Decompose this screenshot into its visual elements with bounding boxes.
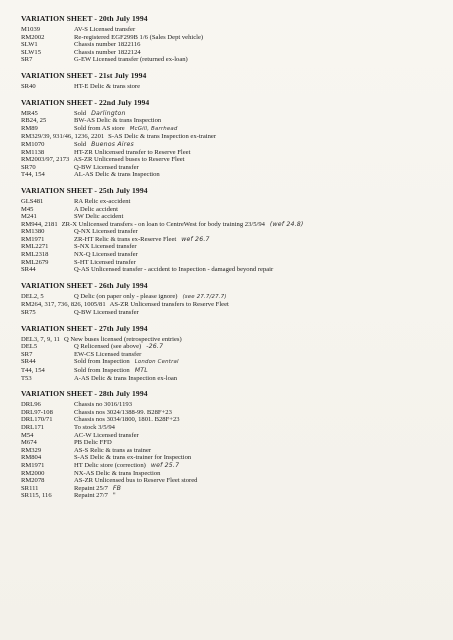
entry-row bbox=[21, 424, 443, 432]
vehicle-code: SR115, 116 bbox=[21, 492, 52, 500]
entry-row bbox=[21, 125, 443, 134]
entry-row bbox=[21, 236, 443, 244]
vehicle-code: SR44 bbox=[21, 358, 36, 366]
vehicle-code: RM1380 bbox=[21, 228, 45, 236]
entry-description: HT-E Delic & trans store bbox=[74, 82, 141, 90]
entry-description: Q New buses licensed (retrospective entries) bbox=[63, 335, 182, 343]
entry-row bbox=[21, 228, 443, 236]
entry-list bbox=[21, 401, 443, 500]
vehicle-code: RM2002 bbox=[21, 33, 45, 41]
entry-description: Sold from AS store bbox=[74, 124, 125, 132]
entry-description: Chassis number 1822124 bbox=[74, 48, 141, 56]
entry-row bbox=[21, 447, 443, 455]
entry-description: Chassis no 3016/1193 bbox=[74, 401, 133, 409]
entry-row bbox=[21, 26, 443, 34]
entry-description: AS-ZR Unlicensed transfers to Reserve Fleet bbox=[109, 301, 229, 309]
vehicle-code: T44, 154 bbox=[21, 171, 45, 179]
vehicle-code: SR7 bbox=[21, 350, 33, 358]
section-title: VARIATION SHEET - 22nd July 1994 bbox=[21, 97, 150, 107]
entry-row bbox=[21, 439, 443, 447]
entry-row bbox=[21, 117, 443, 125]
entry-description: AS-S Relic & trans as trainer bbox=[74, 446, 152, 454]
section-title: VARIATION SHEET - 27th July 1994 bbox=[21, 323, 148, 333]
entry-row bbox=[21, 351, 443, 359]
entry-description: To stock 3/5/94 bbox=[74, 423, 115, 431]
vehicle-code: M674 bbox=[21, 439, 37, 447]
vehicle-code: GLS481 bbox=[21, 197, 44, 205]
entry-row bbox=[21, 367, 443, 375]
entry-description: Chassis number 1822116 bbox=[74, 41, 141, 49]
vehicle-code: M54 bbox=[21, 431, 34, 439]
entry-description: Sold bbox=[74, 140, 87, 148]
vehicle-code: RM329 bbox=[21, 446, 42, 454]
vehicle-code: M45 bbox=[21, 205, 34, 213]
entry-description: S-NX Licensed transfer bbox=[74, 243, 137, 251]
vehicle-code: RM1971 bbox=[21, 235, 45, 243]
vehicle-code: SR75 bbox=[21, 309, 36, 317]
variation-sheet-section bbox=[21, 98, 443, 179]
variation-sheet-section bbox=[21, 324, 443, 383]
vehicle-code: DRL170/71 bbox=[21, 416, 53, 424]
entry-row bbox=[21, 206, 443, 214]
handwritten-note: (see 27.7/27.7) bbox=[182, 293, 227, 300]
entry-description: Q-BW Licensed transfer bbox=[74, 309, 139, 317]
entry-description: Q-BW Licensed transfer bbox=[74, 163, 139, 171]
entry-description: RA Relic ex-accident bbox=[74, 197, 131, 205]
vehicle-code: DEL3, 7, 9, 11 bbox=[21, 335, 60, 343]
vehicle-code: SR7 bbox=[21, 56, 33, 64]
entry-description: AV-S Licensed transfer bbox=[74, 26, 136, 33]
entry-description: Q-AS Unlicensed transfer - accident to Inspection - damaged beyond repair bbox=[74, 266, 274, 274]
entry-description: NX-Q Licensed transfer bbox=[74, 251, 138, 259]
vehicle-code: DEL5 bbox=[21, 343, 38, 351]
entry-row bbox=[21, 149, 443, 157]
vehicle-code: RM2000 bbox=[21, 469, 45, 477]
entry-description: HT-ZR Unlicensed transfer to Reserve Fleet bbox=[74, 148, 191, 156]
entry-description: AS-ZR Unlicensed buses to Reserve Fleet bbox=[73, 156, 185, 164]
entry-row bbox=[21, 56, 443, 64]
entry-list bbox=[21, 26, 443, 64]
entry-description: AS-ZR Unlicensed bus to Reserve Fleet stored bbox=[74, 477, 198, 485]
variation-sheet-section bbox=[21, 186, 443, 274]
entry-row bbox=[21, 41, 443, 49]
vehicle-code: RM944, 2181 bbox=[21, 220, 58, 228]
vehicle-code: RM1138 bbox=[21, 148, 45, 156]
section-title: VARIATION SHEET - 20th July 1994 bbox=[21, 14, 148, 23]
vehicle-code: RML2679 bbox=[21, 258, 49, 266]
vehicle-code: M1039 bbox=[21, 26, 41, 33]
vehicle-code: RML2271 bbox=[21, 243, 49, 251]
vehicle-code: SLW15 bbox=[21, 48, 42, 56]
entry-list bbox=[21, 336, 443, 383]
entry-row bbox=[21, 133, 443, 141]
entry-description: Repaint 25/7 bbox=[74, 484, 108, 492]
entry-row bbox=[21, 485, 443, 493]
vehicle-code: RML2318 bbox=[21, 251, 49, 259]
entry-description: A-AS Delic & trans Inspection ex-loan bbox=[74, 374, 178, 382]
entry-description: Re-registered EGF299B 1/6 (Sales Dept vehicle) bbox=[74, 33, 204, 41]
variation-sheet-section bbox=[21, 281, 443, 317]
handwritten-note: Darlington bbox=[91, 109, 126, 117]
entry-row bbox=[21, 221, 443, 229]
entry-row bbox=[21, 301, 443, 309]
entry-row bbox=[21, 198, 443, 206]
entry-description: Sold bbox=[74, 109, 87, 117]
vehicle-code: DRL96 bbox=[21, 401, 41, 409]
variation-sheet-section bbox=[21, 14, 443, 64]
entry-row bbox=[21, 141, 443, 149]
entry-row bbox=[21, 358, 443, 367]
entry-description: ZR-X Unlicensed transfers - on loan to CentreWest for body training 23/5/94 bbox=[61, 220, 265, 228]
entry-description: BW-AS Delic & trans Inspection bbox=[74, 117, 162, 125]
entry-row bbox=[21, 492, 443, 500]
vehicle-code: RM89 bbox=[21, 124, 38, 132]
entry-row bbox=[21, 454, 443, 462]
entry-row bbox=[21, 213, 443, 221]
vehicle-code: RM264, 317, 736, 826, 1005/81 bbox=[21, 301, 106, 309]
handwritten-note: London Central bbox=[134, 359, 179, 366]
entry-description: Q-NX Licensed transfer bbox=[74, 228, 138, 236]
entry-row bbox=[21, 477, 443, 485]
entry-row bbox=[21, 164, 443, 172]
handwritten-note: -26.7 bbox=[146, 343, 164, 351]
vehicle-code: SR44 bbox=[21, 266, 36, 274]
entry-description: AL-AS Delic & trans Inspection bbox=[74, 171, 160, 179]
entry-description: Chassis nos 3024/1388-99. B28F+23 bbox=[74, 408, 172, 416]
entry-description: Chassis nos 3034/1800, 1801. B28F+23 bbox=[74, 416, 180, 424]
variation-sheet-section bbox=[21, 71, 443, 91]
handwritten-note: Buenos Aires bbox=[91, 140, 134, 148]
entry-list bbox=[21, 293, 443, 317]
vehicle-code: DRL171 bbox=[21, 423, 45, 431]
entry-row bbox=[21, 171, 443, 179]
vehicle-code: DEL2, 5 bbox=[21, 292, 44, 300]
handwritten-note: " bbox=[112, 492, 116, 500]
entry-description: G-EW Licensed transfer (returned ex-loan) bbox=[74, 56, 188, 64]
handwritten-note: wef 26.7 bbox=[181, 235, 210, 243]
entry-row bbox=[21, 110, 443, 118]
entry-row bbox=[21, 343, 443, 351]
entry-row bbox=[21, 251, 443, 259]
entry-row bbox=[21, 375, 443, 383]
handwritten-note: McGill, Barrhead bbox=[129, 125, 178, 132]
entry-description: PB Delic FFD bbox=[74, 439, 112, 447]
vehicle-code: RM1971 bbox=[21, 461, 45, 469]
vehicle-code: RM1070 bbox=[21, 140, 45, 148]
section-title: VARIATION SHEET - 26th July 1994 bbox=[21, 280, 148, 290]
entry-list bbox=[21, 110, 443, 179]
entry-row bbox=[21, 409, 443, 417]
section-title: VARIATION SHEET - 25th July 1994 bbox=[21, 185, 148, 195]
entry-description: AC-W Licensed transfer bbox=[74, 431, 139, 439]
entry-description: S-AS Delic & trans ex-trainer for Inspection bbox=[74, 454, 192, 462]
vehicle-code: RM2003/97, 2173 bbox=[21, 156, 70, 164]
vehicle-code: RB24, 25 bbox=[21, 117, 47, 125]
entry-row bbox=[21, 309, 443, 317]
entry-row bbox=[21, 293, 443, 302]
entry-description: NX-AS Delic & trans Inspection bbox=[74, 469, 161, 477]
entry-list bbox=[21, 83, 443, 91]
vehicle-code: SR70 bbox=[21, 163, 36, 171]
entry-description: HT Delic store (correction) bbox=[74, 461, 146, 469]
vehicle-code: SR111 bbox=[21, 484, 39, 492]
handwritten-note: (wef 24.8) bbox=[269, 220, 304, 228]
entry-row bbox=[21, 266, 443, 274]
entry-description: A Delic accident bbox=[74, 205, 118, 213]
vehicle-code: RM329/39, 931/46, 1236, 2201 bbox=[21, 133, 105, 141]
vehicle-code: MR45 bbox=[21, 109, 38, 117]
entry-row bbox=[21, 259, 443, 267]
entry-row bbox=[21, 416, 443, 424]
entry-description: Q Relicensed (see above) bbox=[74, 343, 142, 351]
entry-row bbox=[21, 83, 443, 91]
entry-description: S-HT Licensed transfer bbox=[74, 258, 136, 266]
section-title: VARIATION SHEET - 28th July 1994 bbox=[21, 389, 148, 399]
entry-row bbox=[21, 401, 443, 409]
entry-description: Q Delic (on paper only - please ignore) bbox=[74, 292, 178, 300]
entry-description: S-AS Delic & trans Inspection ex-trainer bbox=[108, 133, 217, 141]
entry-description: Sold from Inspection bbox=[74, 358, 130, 366]
vehicle-code: M241 bbox=[21, 213, 37, 221]
vehicle-code: RM804 bbox=[21, 454, 42, 462]
vehicle-code: SLW1 bbox=[21, 41, 38, 49]
entry-description: SW Delic accident bbox=[74, 213, 124, 221]
vehicle-code: SR40 bbox=[21, 82, 36, 90]
vehicle-code: RM2078 bbox=[21, 477, 45, 485]
entry-description: EW-CS Licensed transfer bbox=[74, 350, 142, 358]
vehicle-code: T53 bbox=[21, 374, 32, 382]
entry-row bbox=[21, 49, 443, 57]
entry-description: Sold from Inspection bbox=[74, 367, 130, 374]
handwritten-note: wef 25.7 bbox=[150, 461, 180, 469]
entry-row bbox=[21, 336, 443, 344]
entry-row bbox=[21, 470, 443, 478]
section-title: VARIATION SHEET - 21st July 1994 bbox=[21, 70, 147, 80]
entry-row bbox=[21, 432, 443, 440]
handwritten-note: MTL bbox=[134, 367, 148, 374]
entry-row bbox=[21, 34, 443, 42]
vehicle-code: T44, 154 bbox=[21, 367, 45, 374]
entry-description: Repaint 27/7 bbox=[74, 492, 108, 500]
vehicle-code: DRL97-108 bbox=[21, 408, 53, 416]
entry-row bbox=[21, 243, 443, 251]
entry-list bbox=[21, 198, 443, 274]
entry-row bbox=[21, 462, 443, 470]
variation-sheet-section bbox=[21, 389, 443, 500]
entry-description: ZR-HT Relic & trans ex-Reserve Fleet bbox=[74, 235, 177, 243]
handwritten-note: FB bbox=[112, 484, 122, 492]
entry-row bbox=[21, 156, 443, 164]
